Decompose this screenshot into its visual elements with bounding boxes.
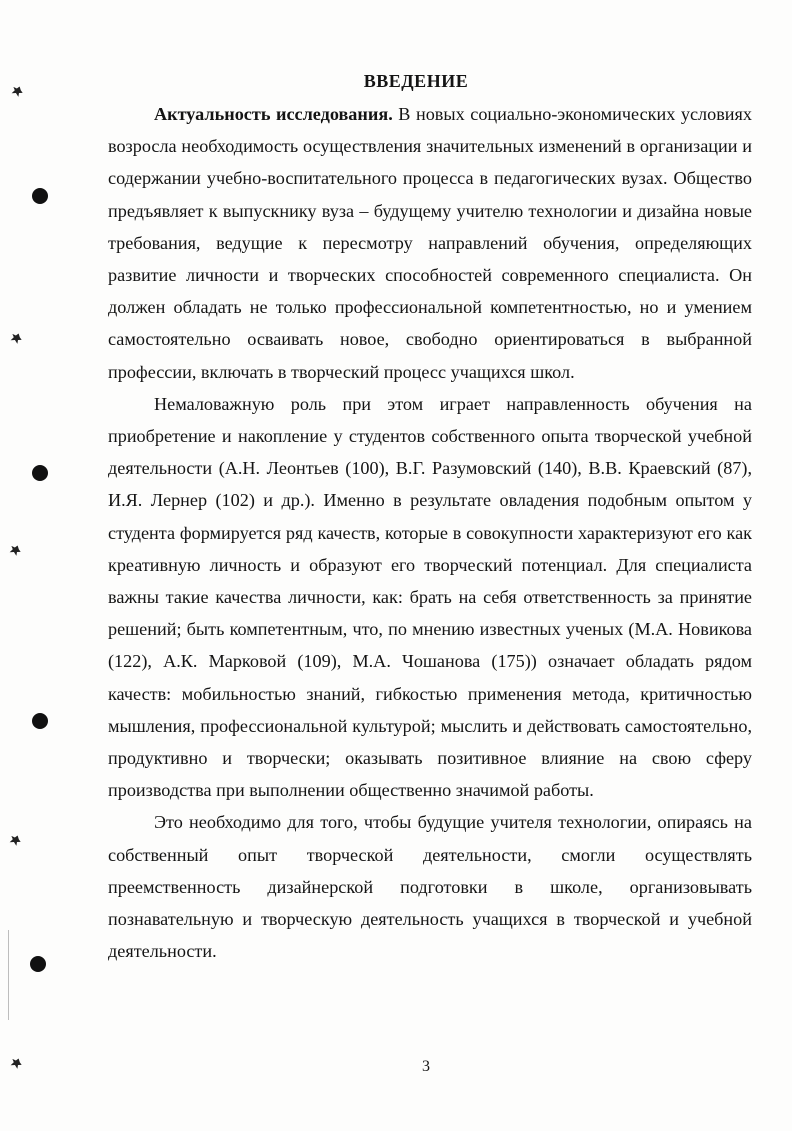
binder-hole-icon <box>32 188 48 204</box>
page-title: ВВЕДЕНИЕ <box>363 71 469 91</box>
margin-line <box>8 930 9 1020</box>
page-number: 3 <box>422 1058 430 1075</box>
body-text <box>108 98 752 967</box>
paragraph-2: Немаловажную роль при этом играет направленность обучения на приобретение и накопление у студентов собственного опыта творческой учебной деятельности (А.Н. Леонтьев (100), В.Г. Разумовский (140), В.В. Краевский (87), И.Я. Лернер (102) и др.). Именно в результате овладения подобным опытом у студента формируется ряд качеств, которые в совокупности характеризуют его как креативную личность и образуют его творческий потенциал. Для специалиста важны такие качества личности, как: брать на себя ответственность за принятие решений; быть компетентным, что, по мнению известных ученых (М.А. Новикова (122), А.К. Марковой (109), М.А. Чошанова (175)) означает обладать рядом качеств: мобильностью знаний, гибкостью применения метода, критичностью мышления, профессиональной культурой; мыслить и действовать самостоятельно, продуктивно и творчески; оказывать позитивное влияние на свою сферу производства при выполнении общественно значимой работы. <box>108 393 752 801</box>
punch-mark-icon <box>8 543 22 557</box>
binder-hole-icon <box>32 465 48 481</box>
paragraph-1 <box>108 98 752 388</box>
paragraph-3: Это необходимо для того, чтобы будущие учителя технологии, опираясь на собственный опыт творческой деятельности, смогли осуществлять преемственность дизайнерской подготовки в школе, организовывать познавательную и творческую деятельность учащихся в творческой и учебной деятельности. <box>108 812 752 962</box>
punch-mark-icon <box>8 833 22 847</box>
punch-mark-icon <box>9 331 23 345</box>
paragraph-1-text: В новых социально-экономических условиях возросла необходимость осуществления значительных изменений в организации и содержании учебно-воспитательного процесса в педагогических вузах. Общество предъявляет к выпускнику вуза – будущему учителю технологии и дизайна новые требования, ведущие к пересмотру направлений обучения, определяющих развитие личности и творческих способностей современного специалиста. Он должен обладать не только профессиональной компетентностью, но и умением самостоятельно осваивать новое, свободно ориентироваться в выбранной профессии, включать в творческий процесс учащихся школ. <box>108 104 752 382</box>
binder-hole-icon <box>30 956 46 972</box>
paragraph-lead: Актуальность исследования. <box>154 104 393 124</box>
binder-hole-icon <box>32 713 48 729</box>
